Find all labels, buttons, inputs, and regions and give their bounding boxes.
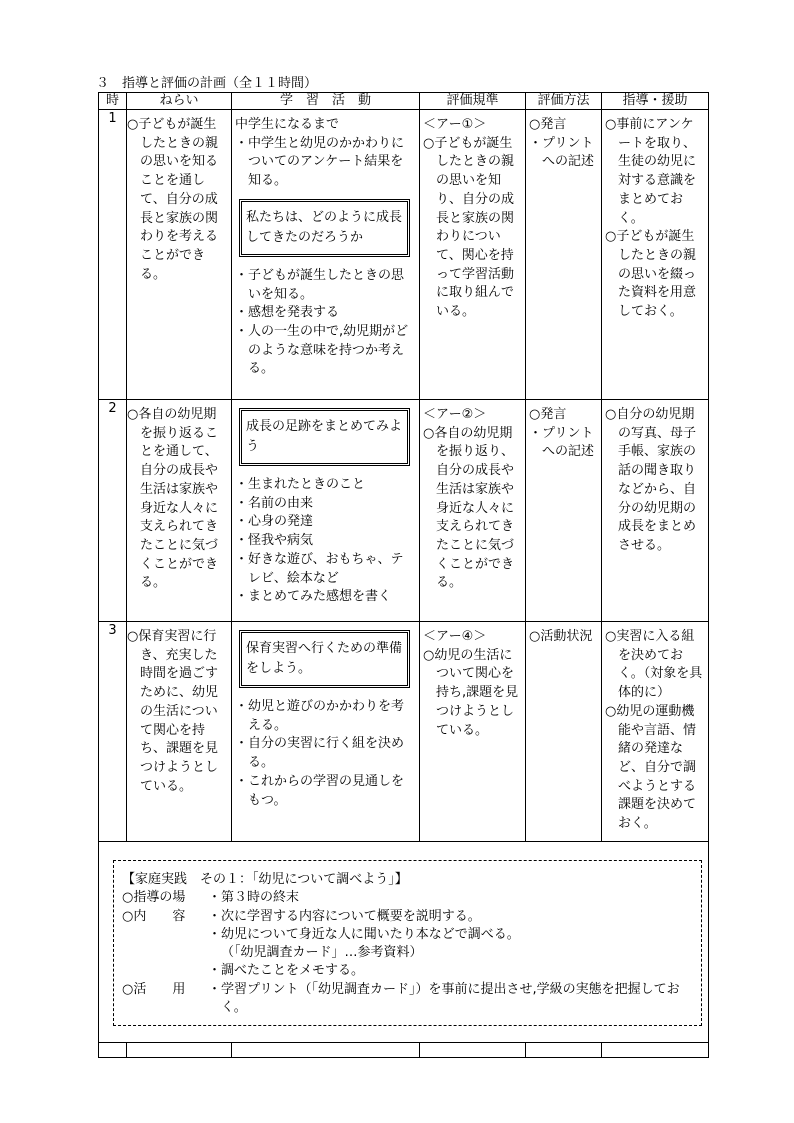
activity-item: ・幼児と遊びのかかわりを考える。: [235, 699, 405, 733]
col-header-hour: 時: [99, 93, 127, 110]
aim-text: ○子どもが誕生したときの親の思いを知ることを通して、自分の成長と家族の関わりを考えることができる。: [127, 117, 219, 282]
criteria-cell: [420, 622, 526, 842]
activity-content: [232, 622, 419, 810]
home-practice-line: ・調べたことをメモする。: [208, 963, 365, 979]
activity-content: [232, 400, 419, 607]
home-practice-line: （「幼児調査カード」…参考資料）: [221, 945, 423, 961]
guidance-item: ○幼児の運動機能や言語、情緒の発達など、自分で調べようとする課題を決めておく。: [605, 703, 697, 832]
col-header-guidance: 指導・援助: [602, 93, 709, 110]
method-item: ○活動状況: [529, 629, 593, 644]
col-header-method: 評価方法: [526, 93, 602, 110]
activity-item: ・名前の由来: [235, 495, 314, 511]
criteria-cell: [420, 400, 526, 622]
criteria-tag: ＜アー②＞: [423, 407, 487, 422]
home-practice-key: ○内 容: [122, 908, 186, 924]
plan-table: [98, 92, 709, 1058]
section-heading: ３ 指導と評価の計画（全１１時間）: [96, 76, 318, 91]
guidance-content: [602, 110, 708, 322]
guidance-item: ○自分の幼児期の写真、母子手帳、家族の話の聞き取りなどから、自分の幼児期の成長をまとめさせる。: [605, 407, 697, 553]
method-item: ・プリントへの記述: [529, 135, 595, 170]
method-content: [526, 622, 601, 647]
activity-content: [232, 110, 419, 379]
criteria-content: [420, 110, 525, 322]
guidance-item: ○実習に入る組を決めておく。（対象を具体的に）: [605, 629, 703, 701]
activity-cell: [232, 622, 420, 842]
home-practice-item: [122, 908, 693, 981]
activity-item: ・好きな遊び、おもちゃ、テレビ、絵本など: [235, 551, 404, 586]
activity-item: ・これからの学習の見通しをもつ。: [235, 773, 405, 808]
lesson-row: [99, 110, 709, 400]
method-item: ・プリントへの記述: [529, 425, 595, 460]
method-cell: [526, 400, 602, 622]
guidance-cell: [602, 400, 709, 622]
criteria-tag: ＜アー①＞: [423, 117, 487, 132]
activity-item: ・人の一生の中で,幼児期がどのような意味を持つか考える。: [235, 323, 409, 377]
activity-item: ・まとめてみた感想を書く: [235, 589, 392, 605]
criteria-content: [420, 400, 525, 593]
home-practice-line: ・幼児について身近な人に聞いたり本などで調べる。: [208, 926, 520, 942]
home-practice-line: ・第３時の終末: [208, 890, 300, 906]
home-practice-values: [208, 889, 693, 907]
criteria-text: ○幼児の生活について関心を持ち,課題を見つけようとしている。: [423, 647, 519, 738]
home-practice-item: [122, 981, 693, 1018]
guidance-item: ○事前にアンケートを取り、生徒の幼児に対する意識をまとめておく。: [605, 117, 697, 226]
guidance-content: [602, 622, 708, 834]
activity-item: ・子どもが誕生したときの思いを知る。: [235, 267, 405, 302]
col-header-activity: 学 習 活 動: [232, 93, 420, 110]
activity-item: ・中学生と幼児のかかわりについてのアンケート結果を知る。: [235, 135, 405, 189]
method-cell: [526, 110, 602, 400]
criteria-text: ○子どもが誕生したときの親の思いを知り、自分の成長と家族の関わりについて、関心を持って学習活動に取り組んでいる。: [423, 135, 515, 320]
method-cell: [526, 622, 602, 842]
activity-item: ・生まれたときのこと: [235, 477, 366, 492]
header-row: [99, 93, 709, 110]
lesson-row: [99, 400, 709, 622]
home-practice-box: [113, 860, 702, 1026]
activity-theme-frame: 成長の足跡をまとめてみよう: [239, 408, 410, 466]
hour-number: 3: [99, 622, 127, 842]
method-content: [526, 110, 601, 172]
hour-number: 2: [99, 400, 127, 622]
activity-item: ・怪我や病気: [235, 533, 314, 549]
criteria-text: ○各自の幼児期を振り返り、自分の成長や生活は家族や身近な人々に支えられてきたことに気づくことができる。: [423, 425, 515, 591]
col-header-criteria: 評価規準: [420, 93, 526, 110]
aim-cell: [127, 400, 232, 622]
activity-item: ・心身の発達: [235, 514, 314, 530]
guidance-content: [602, 400, 708, 556]
col-header-aim: ねらい: [127, 93, 232, 110]
guidance-cell: [602, 110, 709, 400]
criteria-cell: [420, 110, 526, 400]
activity-cell: [232, 110, 420, 400]
home-practice-key: ○活 用: [122, 981, 186, 997]
activity-title: 中学生になるまで: [235, 117, 340, 132]
activity-theme-frame: 私たちは、どのように成長してきたのだろうか: [239, 199, 410, 257]
continuation-row: [99, 1043, 709, 1058]
method-content: [526, 400, 601, 462]
home-practice-line: ・学習プリント（「幼児調査カード」）を事前に提出させ,学級の実態を把握しておく。: [208, 981, 680, 1016]
criteria-content: [420, 622, 525, 740]
method-item: ○発言: [529, 407, 567, 422]
aim-text: ○各自の幼児期を振り返ることを通して、自分の成長や生活は家族や身近な人々に支えられてきたことに気づくことができる。: [127, 407, 219, 591]
hour-number: 1: [99, 110, 127, 400]
guidance-item: ○子どもが誕生したときの親の思いを綴った資料を用意しておく。: [605, 229, 697, 320]
method-item: ○発言: [529, 117, 567, 132]
lesson-row: [99, 622, 709, 842]
activity-theme-frame: 保育実習へ行くための準備をしよう。: [239, 630, 410, 688]
home-practice-values: [208, 981, 693, 1018]
aim-cell: [127, 622, 232, 842]
aim-text: ○保育実習に行き、充実した時間を過ごすために、幼児の生活について関心を持ち、課題を見つけようとしている。: [127, 629, 219, 794]
home-practice-item: [122, 889, 693, 907]
home-practice-line: ・次に学習する内容について概要を説明する。: [208, 908, 481, 924]
activity-item: ・自分の実習に行く組を決める。: [235, 736, 405, 771]
home-practice-key: ○指導の場: [122, 890, 186, 906]
activity-cell: [232, 400, 420, 622]
home-practice-title: 【家庭実践 その１：「幼児について調べよう」】: [122, 872, 408, 887]
activity-item: ・感想を発表する: [235, 305, 340, 321]
guidance-cell: [602, 622, 709, 842]
aim-cell: [127, 110, 232, 400]
home-practice-values: [208, 908, 693, 981]
criteria-tag: ＜アー④＞: [423, 629, 487, 644]
home-practice-cell: [99, 842, 709, 1043]
